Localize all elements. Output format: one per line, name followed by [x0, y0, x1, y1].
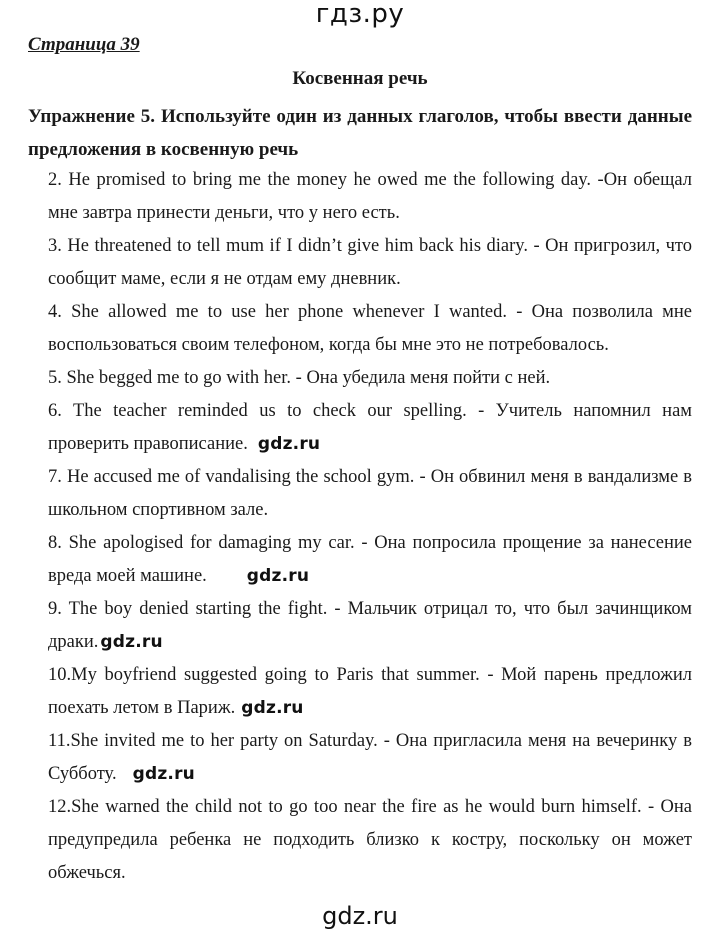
item-text: 11.She invited me to her party on Saturday. - Она пригласила меня на вечеринку в Субботу. [48, 731, 692, 784]
watermark-label: gdz.ru [100, 632, 163, 652]
list-item [28, 362, 692, 395]
list-item [28, 395, 692, 461]
site-header: гдз.ру [315, 0, 405, 29]
item-text: 7. He accused me of vandalising the school gym. - Он обвинил меня в вандализме в школьном спортивном зале. [48, 467, 692, 520]
list-item [28, 164, 692, 230]
list-item [28, 725, 692, 791]
list-item [28, 527, 692, 593]
list-item [28, 593, 692, 659]
item-text: 2. He promised to bring me the money he owed me the following day. -Он обещал мне завтра принести деньги, что у него есть. [48, 170, 692, 223]
list-item [28, 230, 692, 296]
item-text: 8. She apologised for damaging my car. - Она попросила прощение за нанесение вреда моей машине. [48, 533, 692, 586]
watermark-label: gdz.ru [241, 698, 304, 718]
item-text: 10.My boyfriend suggested going to Paris that summer. - Мой парень предложил поехать летом в Париж. [48, 665, 692, 718]
exercise-items-list [28, 164, 692, 890]
list-item [28, 659, 692, 725]
list-item [28, 296, 692, 362]
page-label: Страница 39 [28, 34, 140, 55]
item-text: 3. He threatened to tell mum if I didn’t give him back his diary. - Он пригрозил, что сообщит маме, если я не отдам ему дневник. [48, 236, 692, 289]
watermark-label: gdz.ru [246, 566, 310, 586]
item-text: 4. She allowed me to use her phone whenever I wanted. - Она позволила мне воспользоваться своим телефоном, когда бы мне это не потребовалось. [48, 302, 692, 355]
exercise-instruction: Упражнение 5. Используйте один из данных глаголов, чтобы ввести данные предложения в косвенную речь [28, 106, 692, 160]
item-text: 6. The teacher reminded us to check our spelling. - Учитель напомнил нам проверить правописание. [48, 401, 692, 454]
item-text: 5. She begged me to go with her. - Она убедила меня пойти с ней. [48, 368, 551, 388]
site-footer: gdz.ru [322, 902, 398, 930]
item-text: 12.She warned the child not to go too near the fire as he would burn himself. - Она предупредила ребенка не подходить близко к костру, поскольку он может обжечься. [48, 797, 692, 883]
watermark-label: gdz.ru [132, 764, 195, 784]
item-text: 9. The boy denied starting the fight. - Мальчик отрицал то, что был зачинщиком драки. [48, 599, 692, 652]
watermark-label: gdz.ru [257, 434, 321, 454]
section-title: Косвенная речь [292, 68, 428, 89]
list-item [28, 791, 692, 890]
list-item [28, 461, 692, 527]
